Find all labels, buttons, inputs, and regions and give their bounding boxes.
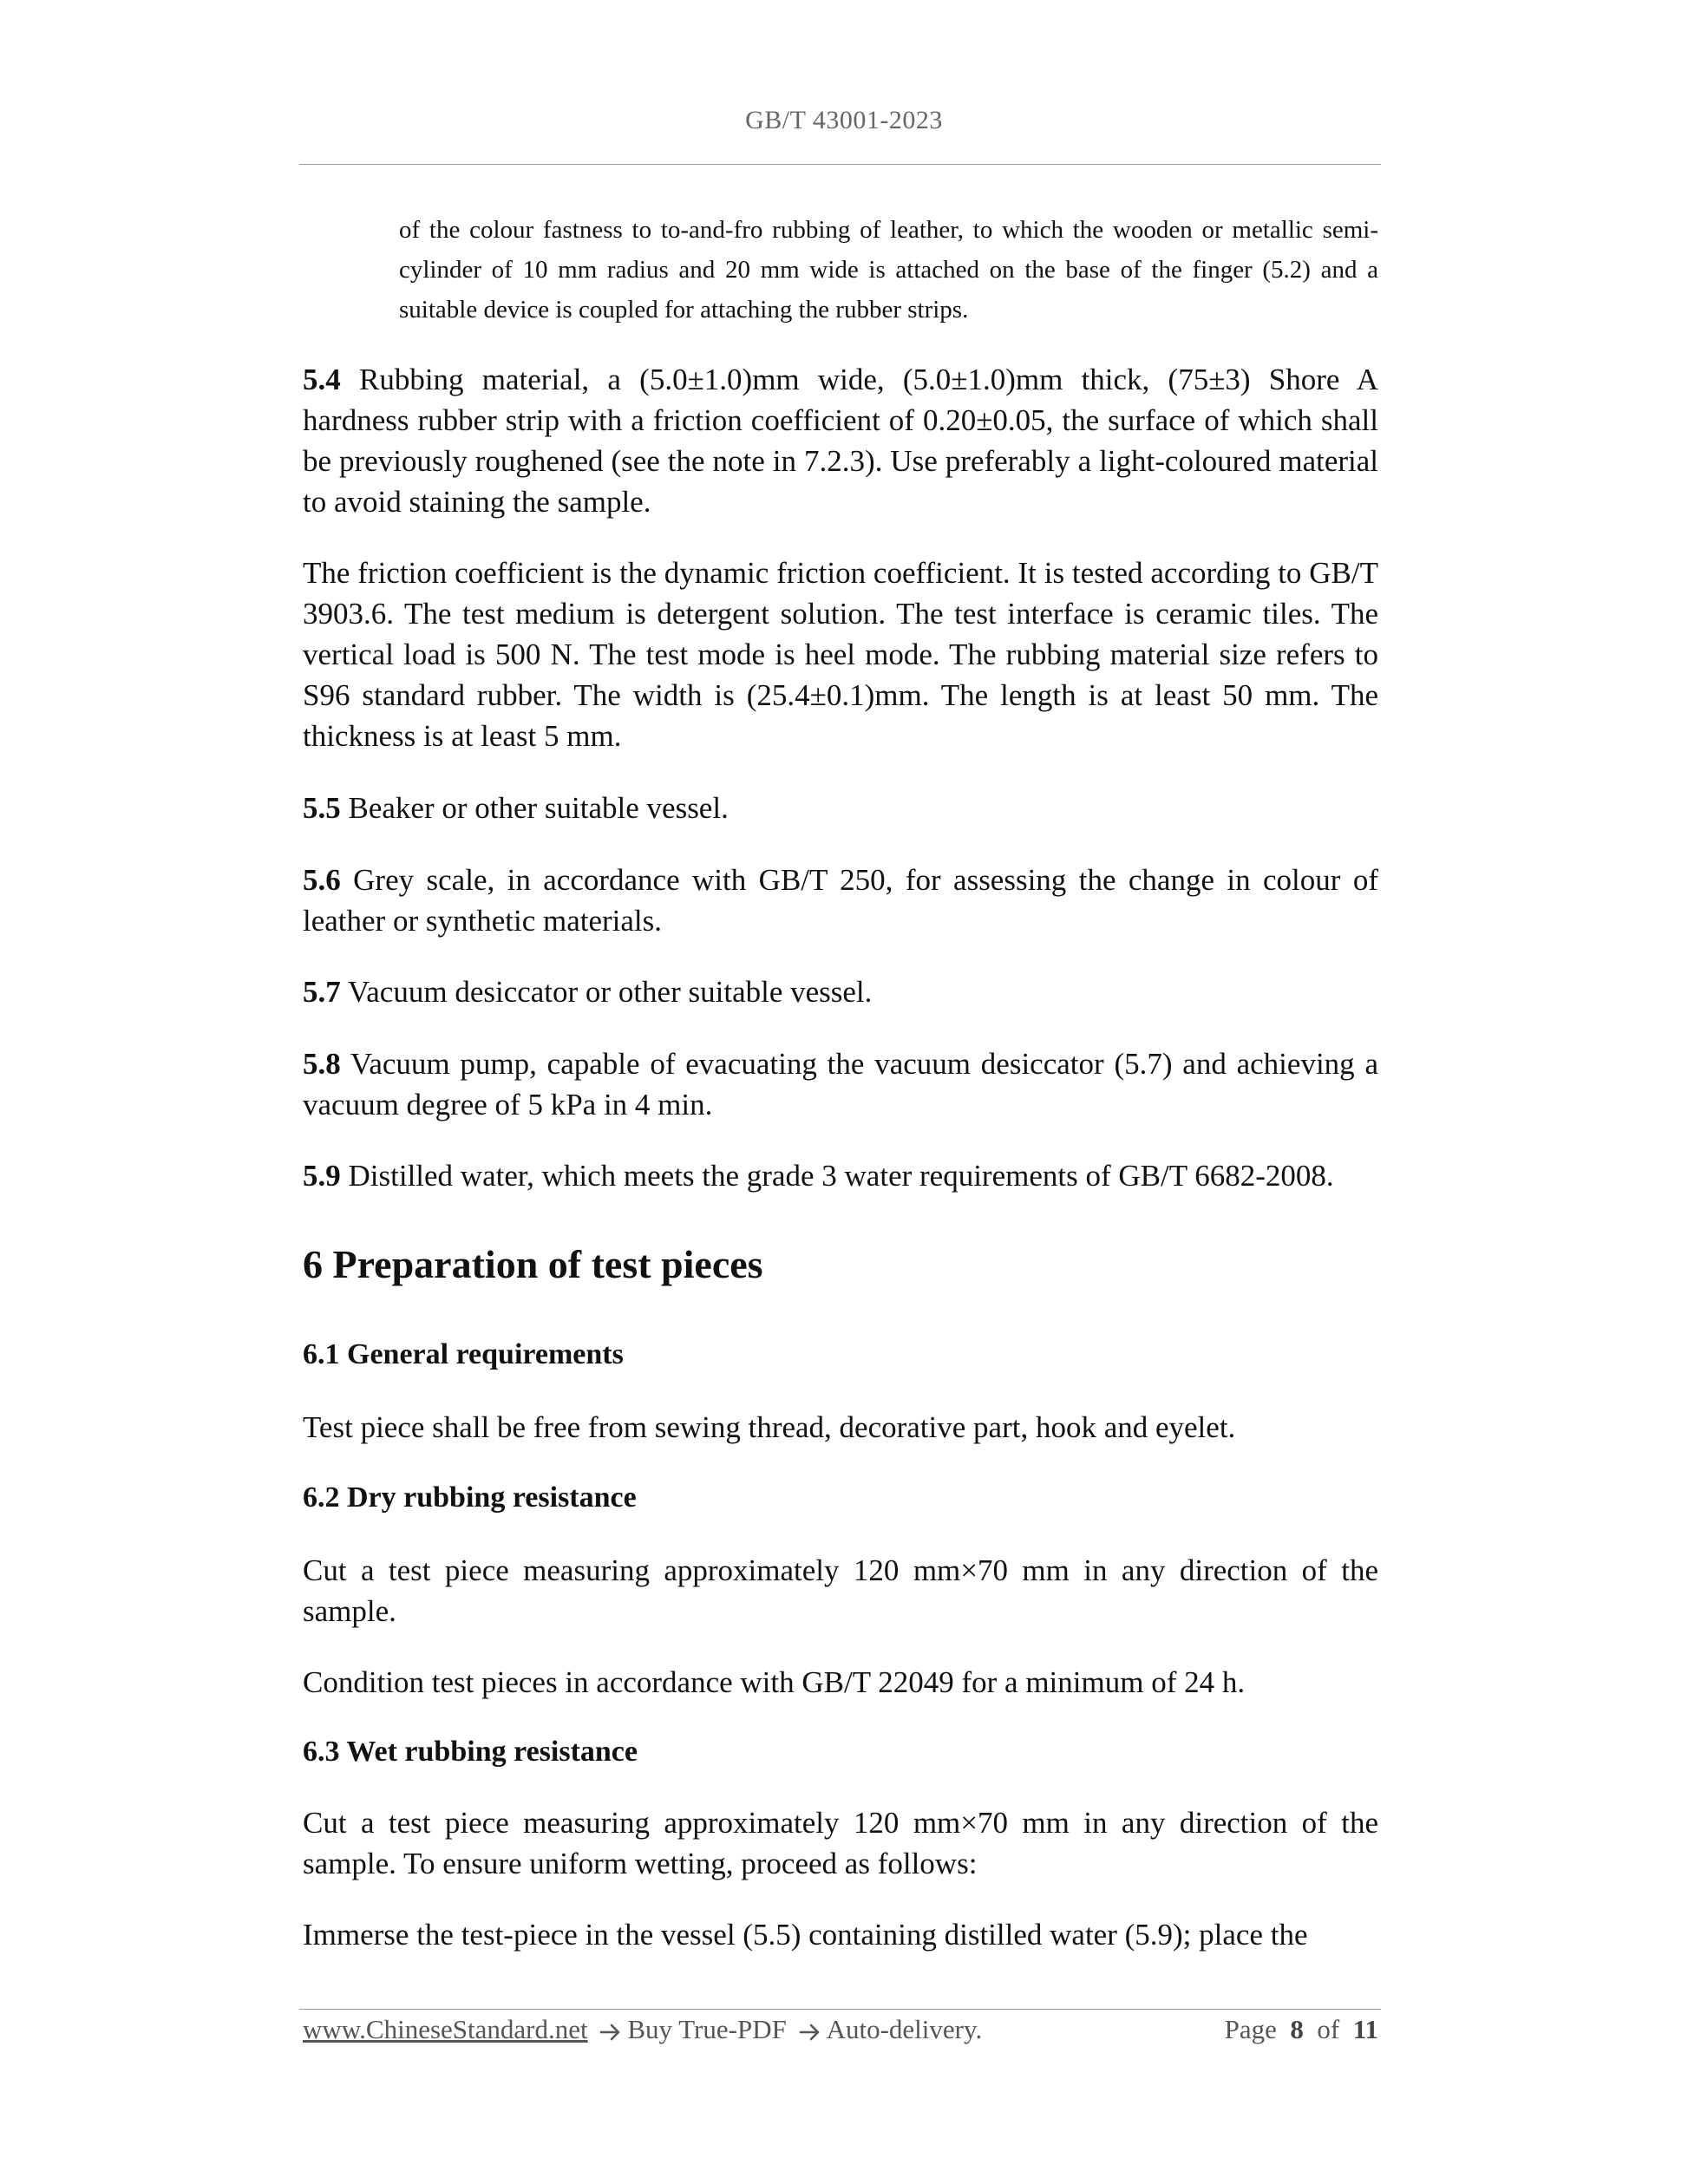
- of-label: of: [1317, 2014, 1340, 2044]
- section-number: 5.8: [303, 1047, 341, 1081]
- header-title: GB/T 43001-2023: [745, 106, 943, 134]
- page-label: Page: [1224, 2014, 1277, 2044]
- website-link[interactable]: www.ChineseStandard.net: [303, 2014, 588, 2044]
- section-number: 5.7: [303, 975, 341, 1009]
- section-5-8: [303, 1043, 1378, 1125]
- section-text: Vacuum pump, capable of evacuating the vacuum desiccator (5.7) and achieving a vacuum degree of 5 kPa in 4 min.: [303, 1047, 1378, 1121]
- section-text: Beaker or other suitable vessel.: [348, 791, 729, 825]
- subsection-heading-6-3: 6.3 Wet rubbing resistance: [303, 1736, 638, 1768]
- subsection-heading-6-2: 6.2 Dry rubbing resistance: [303, 1481, 637, 1514]
- section-number: 5.5: [303, 791, 341, 825]
- chapter-heading: 6 Preparation of test pieces: [303, 1242, 763, 1286]
- footer-divider: [299, 2009, 1381, 2010]
- section-text: Distilled water, which meets the grade 3 water requirements of GB/T 6682-2008.: [348, 1159, 1334, 1193]
- section-number: 5.9: [303, 1159, 341, 1193]
- arrow-right-icon: [599, 2023, 622, 2042]
- subsection-heading-6-1: 6.1 General requirements: [303, 1338, 624, 1370]
- paragraph-6-3-b: Immerse the test-piece in the vessel (5.5) containing distilled water (5.9); place the: [303, 1918, 1308, 1952]
- paragraph-6-2-a: Cut a test piece measuring approximately 120 mm×70 mm in any direction of the sample.: [303, 1553, 1378, 1628]
- buy-text: Buy True-PDF: [627, 2014, 787, 2044]
- paragraph-6-2-b: Condition test pieces in accordance with GB/T 22049 for a minimum of 24 h.: [303, 1665, 1246, 1699]
- section-text: Rubbing material, a (5.0±1.0)mm wide, (5.0±1.0)mm thick, (75±3) Shore A hardness rubber strip with a friction coefficient of 0.20±0.05, the surface of which shall be previously roughened (see the note in 7.2.3). Use preferably a light-coloured material to avoid staining the sample.: [303, 363, 1379, 519]
- page-footer: [303, 2011, 1378, 2049]
- section-number: 5.4: [303, 363, 341, 396]
- section-5-6: [303, 860, 1378, 941]
- section-5-4: [303, 359, 1378, 522]
- section-5-5: [303, 788, 1378, 828]
- header-divider: [299, 164, 1381, 165]
- arrow-right-icon: [799, 2023, 821, 2042]
- continued-paragraph: of the colour fastness to to-and-fro rubbing of leather, to which the wooden or metallic semi-cylinder of 10 mm radius and 20 mm wide is attached on the base of the finger (5.2) and a suitable device is coupled for attaching the rubber strips.: [399, 216, 1378, 324]
- section-text: Vacuum desiccator or other suitable vessel.: [347, 975, 873, 1009]
- paragraph-6-1: Test piece shall be free from sewing thread, decorative part, hook and eyelet.: [303, 1410, 1236, 1444]
- friction-paragraph: The friction coefficient is the dynamic friction coefficient. It is tested according to GB/T 3903.6. The test medium is detergent solution. The test interface is ceramic tiles. The vertical load is 500 N. The test mode is heel mode. The rubbing material size refers to S96 standard rubber. The width is (25.4±0.1)mm. The length is at least 50 mm. The thickness is at least 5 mm.: [303, 556, 1378, 753]
- section-text: Grey scale, in accordance with GB/T 250, for assessing the change in colour of leather or synthetic materials.: [303, 863, 1378, 938]
- section-5-7: [303, 971, 1378, 1012]
- page-current: 8: [1290, 2014, 1304, 2044]
- section-5-9: [303, 1155, 1378, 1196]
- page-total: 11: [1352, 2014, 1378, 2044]
- section-number: 5.6: [303, 863, 341, 897]
- paragraph-6-3-a: Cut a test piece measuring approximately 120 mm×70 mm in any direction of the sample. To ensure uniform wetting, proceed as follows:: [303, 1806, 1378, 1880]
- delivery-text: Auto-delivery.: [826, 2014, 983, 2044]
- page-number: [1225, 2011, 1378, 2049]
